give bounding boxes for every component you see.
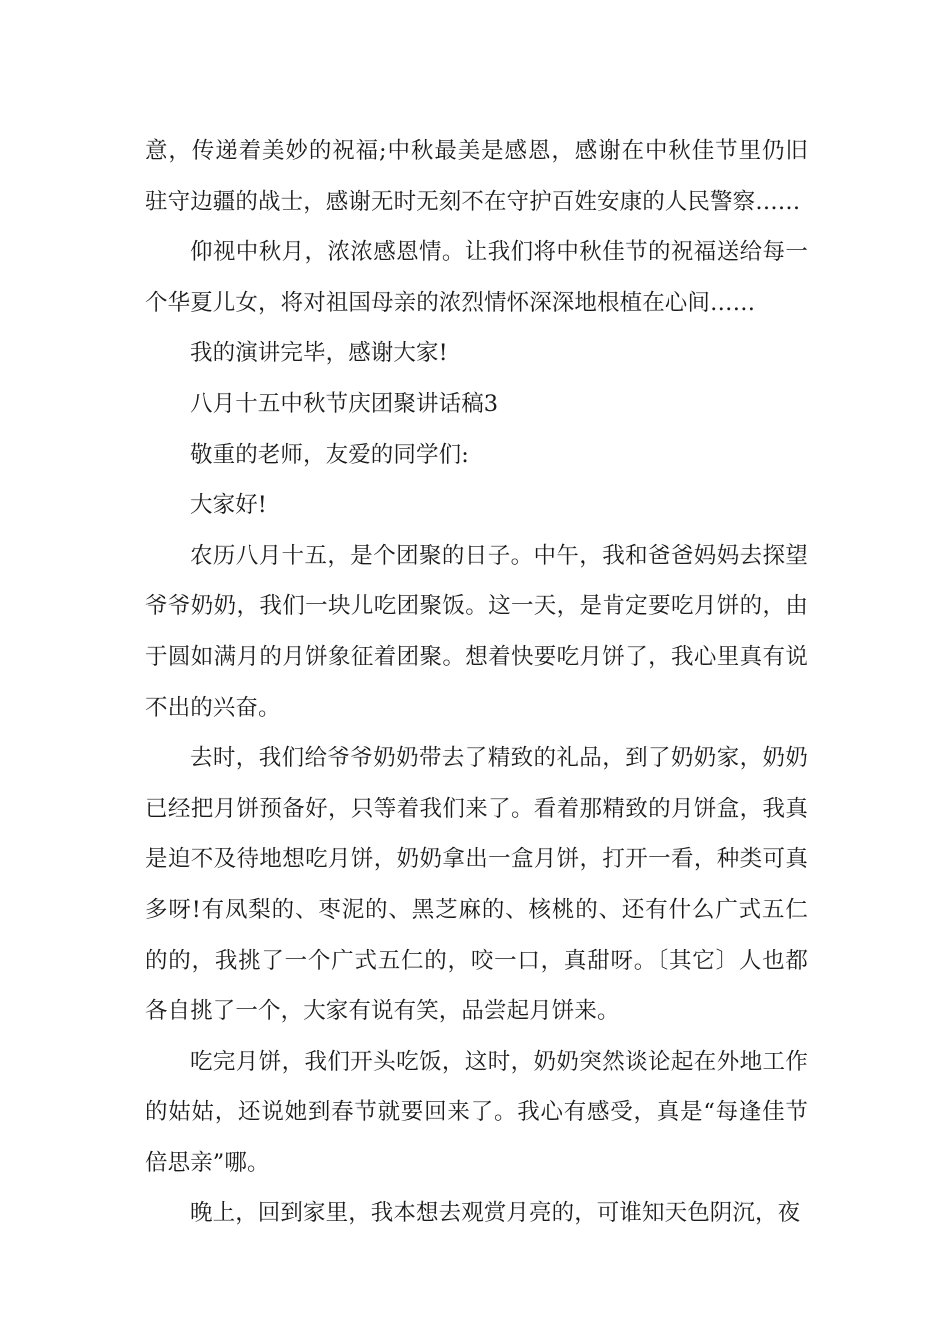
paragraph: 晚上，回到家里，我本想去观赏月亮的，可谁知天色阴沉，夜 <box>190 1200 801 1227</box>
paragraph: 去时，我们给爷爷奶奶带去了精致的礼品，到了奶奶家，奶奶已经把月饼预备好，只等着我们来了。看着那精致的月饼盒，我真是迫不及待地想吃月饼，奶奶拿出一盒月饼，打开一看，种类可真多呀!有凤梨的、枣泥的、黑芝麻的、核桃的、还有什么广式五仁的的，我挑了一个广式五仁的，咬一口，真甜呀。〔其它〕人也都各自挑了一个，大家有说有笑，品尝起月饼来。 <box>145 745 808 1025</box>
section-title: 八月十五中秋节庆团聚讲话稿3 <box>190 390 499 417</box>
greeting: 大家好! <box>190 492 267 519</box>
salutation: 敬重的老师，友爱的同学们: <box>190 441 469 468</box>
paragraph: 吃完月饼，我们开头吃饭，这时，奶奶突然谈论起在外地工作的姑姑，还说她到春节就要回来了。我心有感受，真是“每逢佳节倍思亲”哪。 <box>145 1048 808 1176</box>
paragraph-closing: 我的演讲完毕，感谢大家! <box>190 340 448 367</box>
paragraph: 农历八月十五，是个团聚的日子。中午，我和爸爸妈妈去探望爷爷奶奶，我们一块儿吃团聚饭。这一天，是肯定要吃月饼的，由于圆如满月的月饼象征着团聚。想着快要吃月饼了，我心里真有说不出的兴奋。 <box>145 542 808 721</box>
paragraph-continued: 意，传递着美妙的祝福;中秋最美是感恩，感谢在中秋佳节里仍旧驻守边疆的战士，感谢无时无刻不在守护百姓安康的人民警察…… <box>145 138 808 215</box>
document-body <box>145 126 808 1239</box>
paragraph: 仰视中秋月，浓浓感恩情。让我们将中秋佳节的祝福送给每一个华夏儿女，将对祖国母亲的浓烈情怀深深地根植在心间…… <box>145 239 808 316</box>
